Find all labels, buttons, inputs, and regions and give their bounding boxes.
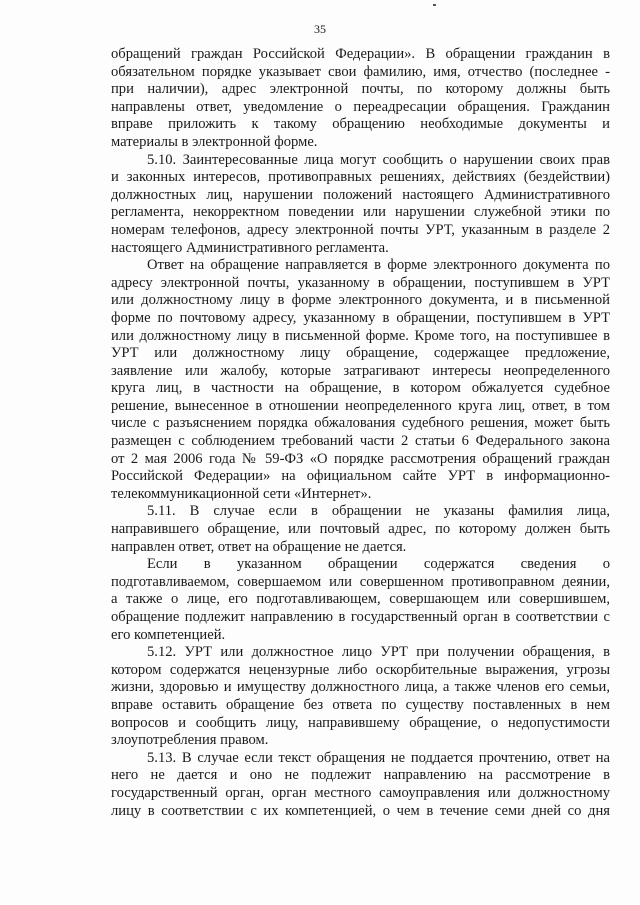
text-line: котором содержатся нецензурные либо оскорбительные выражения, угрозы [111,661,610,678]
paragraph [111,644,610,750]
text-line: него не дается и оно не подлежит направлению на рассмотрение в [111,767,610,784]
text-line: 5.10. Заинтересованные лица могут сообщить о нарушении своих прав [147,151,610,168]
paragraph [111,503,610,556]
text-line: жизни, здоровью и имуществу должностного лица, а также членов его семьи, [111,679,610,696]
paragraph [111,152,610,258]
text-line: государственный орган, орган местного самоуправления или должностному [111,784,610,801]
text-line: числе с разъяснением порядка обжалования судебного решения, может быть [111,415,610,432]
page-number: 35 [314,22,326,36]
text-line: 5.13. В случае если текст обращения не поддается прочтению, ответ на [147,749,610,766]
text-line: круга лиц, в частности на обращение, в котором обжалуется судебное [111,380,610,397]
paragraph [111,750,610,820]
text-line: а также о лице, его подготавливающем, совершающем или совершившем, [111,591,610,608]
text-line: обращение подлежит направлению в государственный орган в соответствии с [111,609,610,625]
text-line: обращений граждан Российской Федерации». В обращении гражданин в [111,46,610,62]
paragraph [111,46,610,152]
scan-mark [433,4,436,6]
text-line: решение, вынесенное в отношении неопределенного круга лиц, ответ, в том [111,397,610,414]
text-line: Российской Федерации» на официальном сайте УРТ в информационно- [111,468,610,485]
text-line: подготавливаемом, совершаемом или совершенном противоправном деянии, [111,573,610,590]
text-line: его компетенцией. [111,626,226,643]
text-line: при наличии), адрес электронной почты, по которому должны быть [111,81,610,98]
text-line: размещен с соблюдением требований части 2 статьи 6 Федерального закона [111,433,610,450]
text-line: регламента, некорректном поведении или нарушении служебной этики по [111,204,610,221]
text-line: направлен ответ, ответ на обращение не дается. [111,538,407,555]
document-body [111,46,610,820]
text-line: лицу в соответствии с их компетенцией, о чем в течение семи дней со дня [111,802,610,819]
text-line: Ответ на обращение направляется в форме электронного документа по [147,257,610,274]
text-line: и законных интересов, противоправных решениях, действиях (бездействии) [111,169,610,186]
text-line: направившего обращение, или почтовый адрес, по которому должен быть [111,521,610,538]
text-line: от 2 мая 2006 года № 59-ФЗ «О порядке рассмотрения обращений граждан [111,450,610,467]
text-line: вопросов и сообщить лицу, направившему обращение, о недопустимости [111,714,610,731]
text-line: телекоммуникационной сети «Интернет». [111,485,372,502]
text-line: обязательном порядке указывает свои фамилию, имя, отчество (последнее - [111,63,610,80]
text-line: адресу электронной почты, указанному в обращении, поступившем в УРТ [111,274,610,291]
text-line: материалы в электронной форме. [111,133,318,150]
text-line: злоупотребления правом. [111,732,269,749]
text-line: форме по почтовому адресу, указанному в обращении, поступившем в УРТ [111,309,610,326]
text-line: должностных лиц, нарушении положений настоящего Административного [111,186,610,203]
text-line: УРТ или должностному лицу обращение, содержащее предложение, [111,345,610,362]
text-line: заявление или жалобу, которые затрагивают интересы неопределенного [111,362,610,379]
text-line: или должностному лицу в письменной форме. Кроме того, на поступившее в [111,327,610,344]
paragraph [111,257,610,503]
paragraph [111,556,610,644]
text-line: направлены ответ, уведомление о переадресации обращения. Гражданин [111,98,610,115]
text-line: вправе оставить обращение без ответа по существу поставленных в нем [111,696,610,713]
text-line: Если в указанном обращении содержатся сведения о [147,556,610,573]
text-line: 5.12. УРТ или должностное лицо УРТ при получении обращения, в [147,644,610,661]
text-line: номерам телефонов, адресу электронной почты УРТ, указанным в разделе 2 [111,221,610,238]
text-line: вправе приложить к такому обращению необходимые документы и [111,116,610,133]
text-line: или должностному лицу в форме электронного документа, и в письменной [111,292,610,309]
text-line: настоящего Административного регламента. [111,239,389,256]
text-line: 5.11. В случае если в обращении не указаны фамилия лица, [147,503,610,520]
